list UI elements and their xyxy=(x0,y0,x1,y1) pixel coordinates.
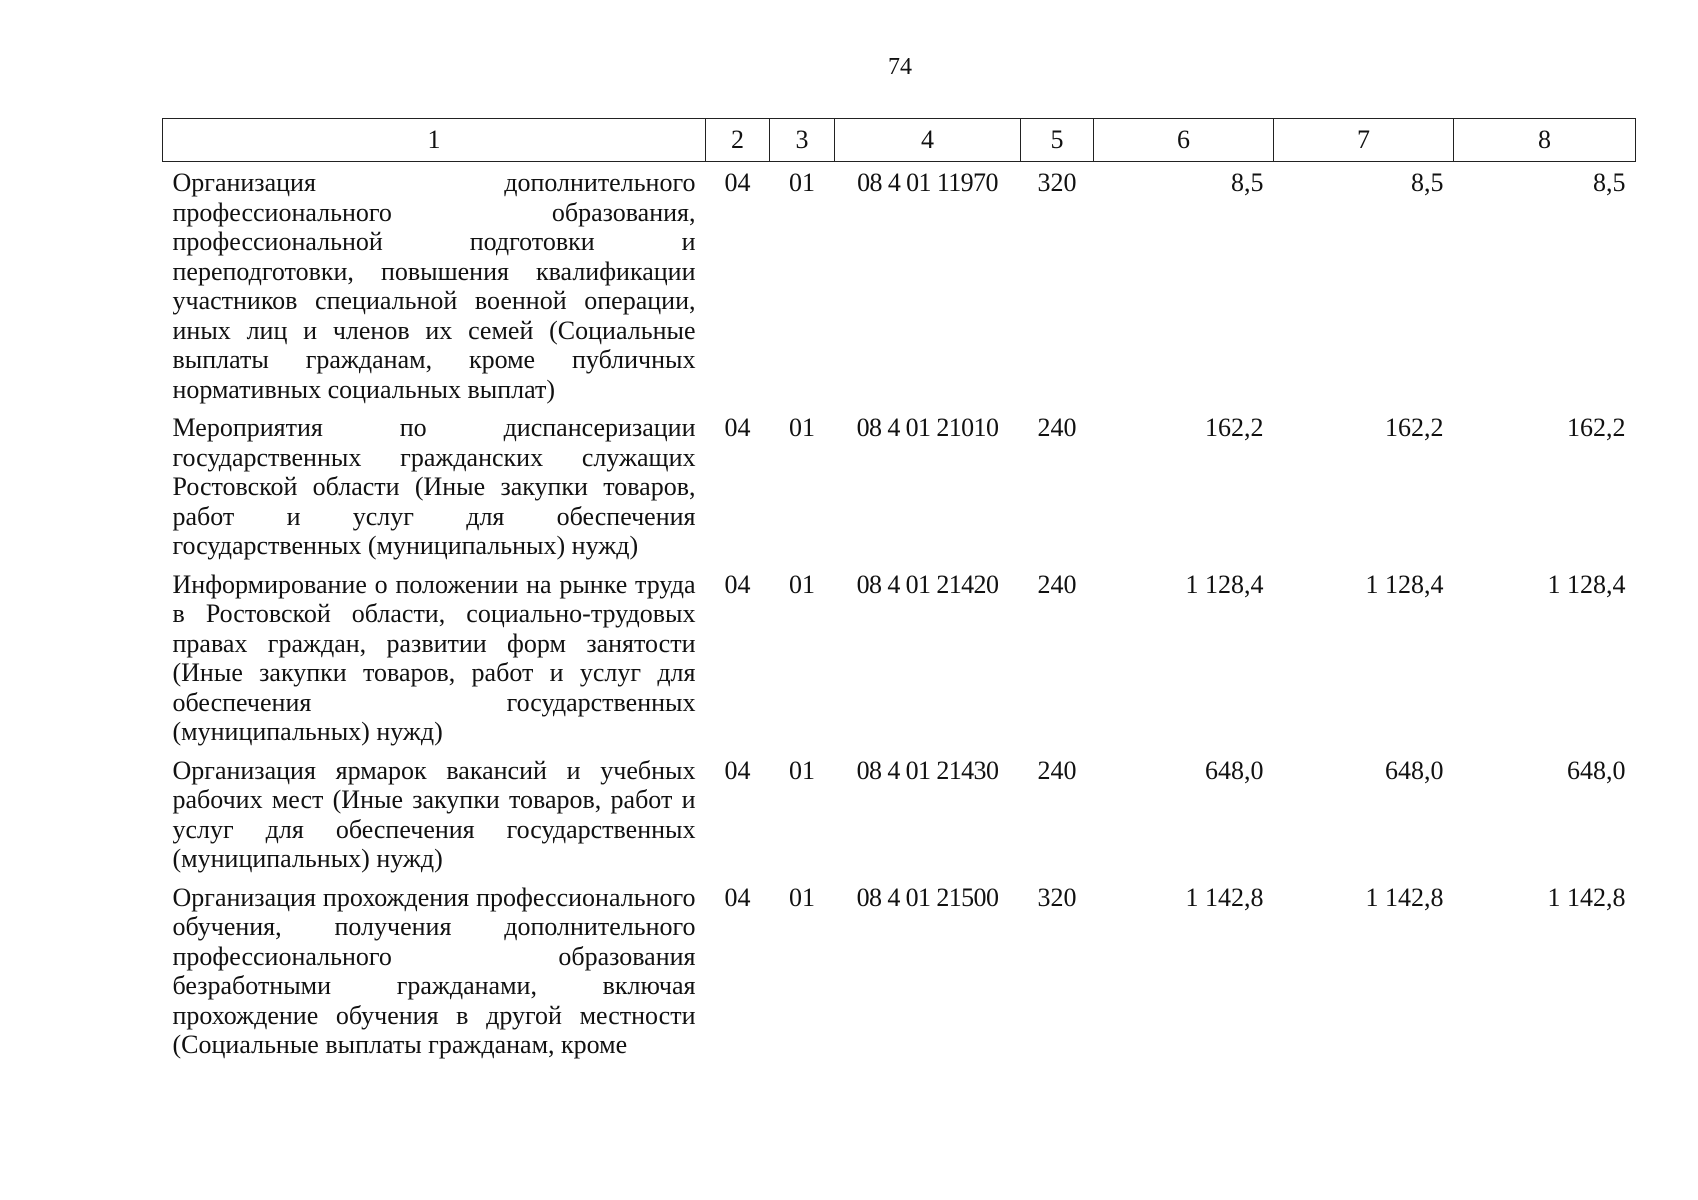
amount-col6: 1 128,4 xyxy=(1185,569,1264,599)
table-row xyxy=(163,561,1636,747)
target-article-code: 08 4 01 11970 xyxy=(857,168,998,197)
column-header-8: 8 xyxy=(1454,119,1636,162)
amount-col8: 162,2 xyxy=(1567,413,1626,442)
column-header-2: 2 xyxy=(706,119,770,162)
section-code: 04 xyxy=(724,413,751,442)
header-row xyxy=(163,119,1636,162)
page-number: 74 xyxy=(888,54,912,80)
amount-col7: 1 128,4 xyxy=(1365,569,1444,599)
column-header-6: 6 xyxy=(1094,119,1274,162)
amount-col7: 1 142,8 xyxy=(1365,882,1444,912)
table-row xyxy=(163,747,1636,874)
amount-col7: 162,2 xyxy=(1385,413,1444,442)
amount-col6: 162,2 xyxy=(1205,413,1264,442)
section-code: 04 xyxy=(724,755,751,785)
target-article-code: 08 4 01 21430 xyxy=(856,755,999,785)
expense-type-code: 240 xyxy=(1037,569,1077,599)
section-code: 04 xyxy=(724,168,751,197)
table-row xyxy=(163,404,1636,561)
subsection-code: 01 xyxy=(789,882,815,912)
row-description: Организация прохождения профессионального обучения, получения дополнительного профессионального образования безработными гражданами, включая прохождение обучения в другой местности (Социальные выплаты гражданам, кроме xyxy=(172,882,696,1059)
row-description: Информирование о положении на рынке труда в Ростовской области, социально-трудовых правах граждан, развитии форм занятости (Иные закупки товаров, работ и услуг для обеспечения государственных (муниципальных) нужд) xyxy=(172,569,696,746)
subsection-code: 01 xyxy=(789,168,815,197)
target-article-code: 08 4 01 21010 xyxy=(856,413,999,442)
column-header-5: 5 xyxy=(1021,119,1094,162)
column-header-1: 1 xyxy=(163,119,706,162)
amount-col6: 8,5 xyxy=(1231,168,1264,197)
table-row xyxy=(163,162,1636,405)
amount-col7: 8,5 xyxy=(1411,168,1444,197)
expense-type-code: 240 xyxy=(1037,413,1077,442)
amount-col6: 648,0 xyxy=(1205,755,1264,785)
section-code: 04 xyxy=(724,882,751,912)
amount-col7: 648,0 xyxy=(1385,755,1444,785)
row-description: Организация ярмарок вакансий и учебных рабочих мест (Иные закупки товаров, работ и услуг для обеспечения государственных (муниципальных) нужд) xyxy=(172,755,696,873)
subsection-code: 01 xyxy=(789,755,815,785)
target-article-code: 08 4 01 21420 xyxy=(856,569,999,599)
expense-type-code: 320 xyxy=(1037,882,1077,912)
budget-table xyxy=(162,118,1636,1060)
row-description: Мероприятия по диспансеризации государственных гражданских служащих Ростовской области (Иные закупки товаров, работ и услуг для обеспечения государственных (муниципальных) нужд) xyxy=(172,413,696,560)
amount-col8: 1 142,8 xyxy=(1547,882,1626,912)
row-description: Организация дополнительного профессионального образования, профессиональной подготовки и переподготовки, повышения квалификации участников специальной военной операции, иных лиц и членов их семей (Социальные выплаты гражданам, кроме публичных нормативных социальных выплат) xyxy=(172,168,696,404)
table-row xyxy=(163,874,1636,1060)
subsection-code: 01 xyxy=(789,413,815,442)
expense-type-code: 240 xyxy=(1037,755,1077,785)
expense-type-code: 320 xyxy=(1037,168,1077,197)
subsection-code: 01 xyxy=(789,569,815,599)
target-article-code: 08 4 01 21500 xyxy=(856,882,999,912)
column-header-7: 7 xyxy=(1274,119,1454,162)
amount-col6: 1 142,8 xyxy=(1185,882,1264,912)
amount-col8: 648,0 xyxy=(1567,755,1626,785)
column-header-4: 4 xyxy=(835,119,1021,162)
amount-col8: 1 128,4 xyxy=(1547,569,1626,599)
column-header-3: 3 xyxy=(770,119,835,162)
amount-col8: 8,5 xyxy=(1593,168,1626,197)
section-code: 04 xyxy=(724,569,751,599)
